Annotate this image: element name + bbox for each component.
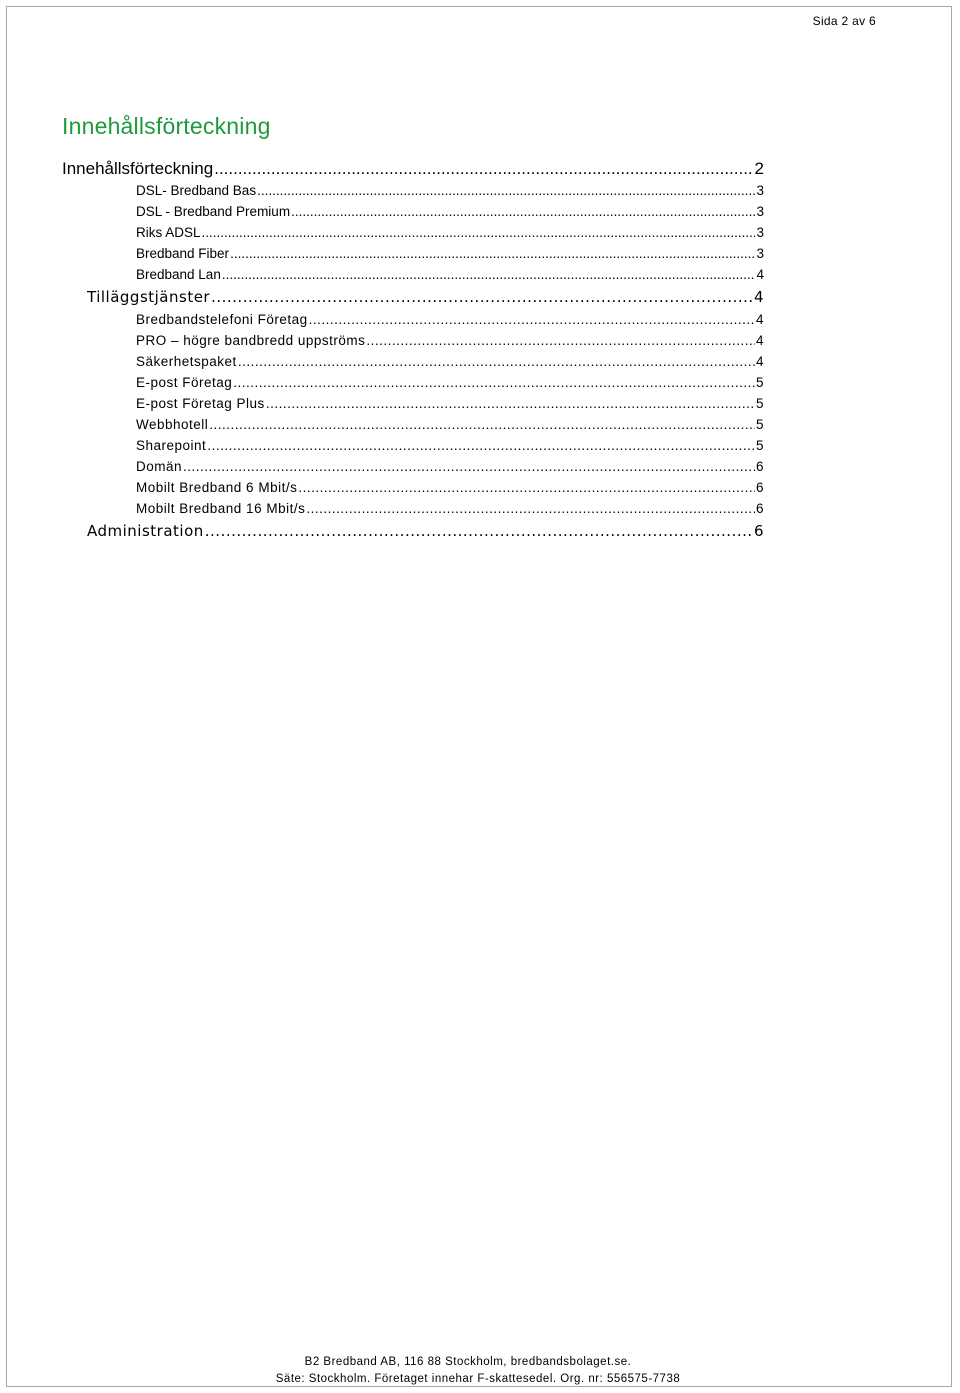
toc-entry-title: DSL- Bredband Bas — [136, 183, 257, 198]
toc-entry[interactable] — [62, 285, 764, 309]
toc-entry-title: Administration — [87, 522, 204, 540]
toc-entry-title: Domän — [136, 459, 183, 474]
toc-entry[interactable] — [62, 351, 764, 372]
toc-leader — [230, 243, 755, 264]
toc-entry[interactable] — [62, 372, 764, 393]
toc-entry-title: DSL - Bredband Premium — [136, 204, 291, 219]
toc-entry-title: Bredbandstelefoni Företag — [136, 312, 308, 327]
toc-entry-page: 6 — [755, 501, 764, 516]
toc-entry[interactable] — [62, 222, 764, 243]
toc-entry[interactable] — [62, 180, 764, 201]
toc-entry-title: Riks ADSL — [136, 225, 201, 240]
toc-entry-page: 6 — [753, 522, 764, 540]
toc-leader — [366, 330, 755, 351]
toc-entry-title: Bredband Lan — [136, 267, 221, 282]
toc-leader — [238, 351, 755, 372]
toc-entry-page: 4 — [755, 312, 764, 327]
toc-leader — [202, 222, 756, 243]
toc-entry-page: 2 — [754, 159, 764, 178]
toc-entry-page: 5 — [755, 375, 764, 390]
page-number: Sida 2 av 6 — [812, 14, 876, 28]
toc-leader — [257, 180, 755, 201]
toc-entry-page: 3 — [756, 183, 764, 198]
toc-entry-page: 3 — [756, 204, 764, 219]
toc-entry[interactable] — [62, 393, 764, 414]
toc-entry-title: E-post Företag — [136, 375, 233, 390]
toc-entry-page: 3 — [756, 225, 764, 240]
toc-leader — [205, 519, 753, 543]
toc-entry-title: Mobilt Bredband 6 Mbit/s — [136, 480, 298, 495]
toc-leader — [233, 372, 755, 393]
toc-entry-title: Mobilt Bredband 16 Mbit/s — [136, 501, 306, 516]
toc-leader — [291, 201, 755, 222]
toc-entry[interactable] — [62, 477, 764, 498]
toc-entry[interactable] — [62, 519, 764, 543]
toc-entry-title: Webbhotell — [136, 417, 209, 432]
toc-entry[interactable] — [62, 201, 764, 222]
footer-legal: Säte: Stockholm. Företaget innehar F-skattesedel. Org. nr: 556575-7738 — [275, 1373, 681, 1385]
toc-entry-page: 4 — [755, 354, 764, 369]
toc-entry-page: 6 — [755, 459, 764, 474]
toc-entry-page: 4 — [756, 267, 764, 282]
toc-entry[interactable] — [62, 264, 764, 285]
toc-leader — [214, 156, 753, 181]
toc-entry[interactable] — [62, 414, 764, 435]
toc-entry-title: E-post Företag Plus — [136, 396, 265, 411]
toc-entry-page: 5 — [755, 438, 764, 453]
toc-entry-page: 5 — [755, 417, 764, 432]
toc-entry[interactable] — [62, 498, 764, 519]
toc-leader — [209, 414, 755, 435]
toc-entry-title: Bredband Fiber — [136, 246, 230, 261]
toc-heading: Innehållsförteckning — [62, 113, 271, 139]
toc-leader — [211, 285, 753, 309]
toc-entry-page: 6 — [755, 480, 764, 495]
toc-leader — [309, 309, 755, 330]
toc-entry-page: 5 — [755, 396, 764, 411]
table-of-contents — [62, 156, 764, 543]
footer-address: B2 Bredband AB, 116 88 Stockholm, bredbandsbolaget.se. — [304, 1356, 632, 1368]
toc-entry[interactable] — [62, 456, 764, 477]
toc-entry[interactable] — [62, 156, 764, 181]
toc-entry-title: PRO – högre bandbredd uppströms — [136, 333, 366, 348]
toc-leader — [306, 498, 755, 519]
toc-leader — [183, 456, 755, 477]
toc-entry[interactable] — [62, 243, 764, 264]
toc-entry-page: 3 — [756, 246, 764, 261]
toc-leader — [298, 477, 755, 498]
toc-entry-page: 4 — [755, 333, 764, 348]
toc-entry[interactable] — [62, 435, 764, 456]
toc-leader — [222, 264, 756, 285]
toc-entry-page: 4 — [753, 288, 764, 306]
toc-entry-title: Säkerhetspaket — [136, 354, 237, 369]
toc-entry-title: Innehållsförteckning — [62, 159, 214, 178]
toc-entry-title: Tilläggstjänster — [87, 288, 211, 306]
toc-entry[interactable] — [62, 330, 764, 351]
toc-entry-title: Sharepoint — [136, 438, 207, 453]
toc-entry[interactable] — [62, 309, 764, 330]
toc-leader — [207, 435, 755, 456]
toc-leader — [266, 393, 755, 414]
